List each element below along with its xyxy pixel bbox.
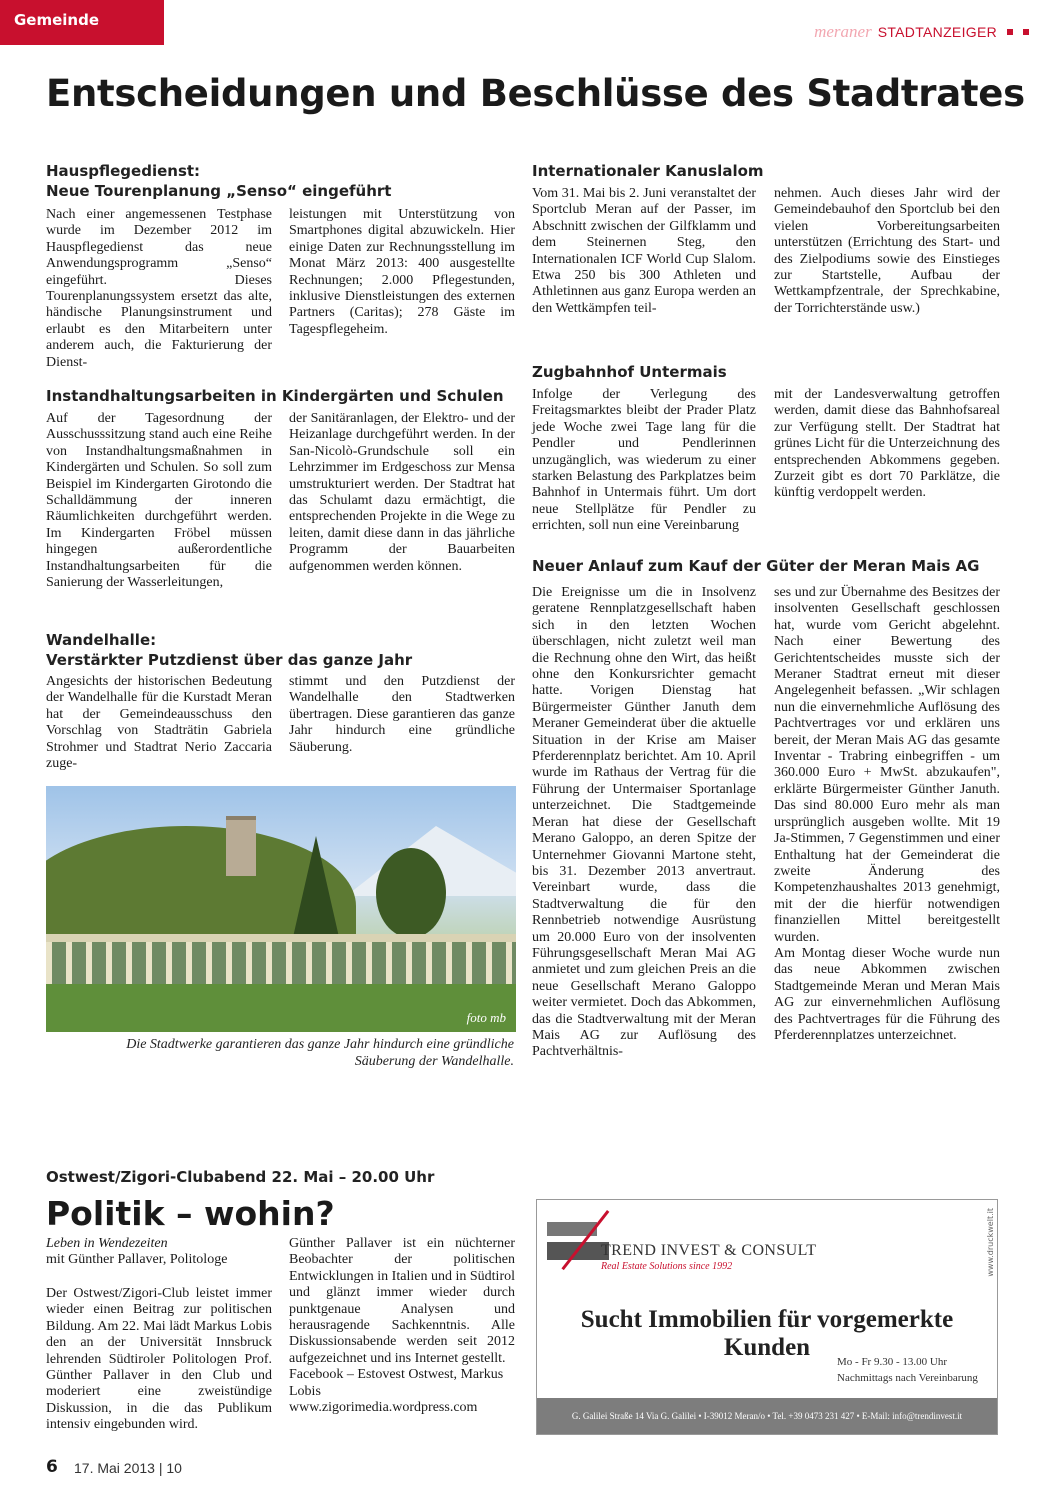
photo-caption: Die Stadtwerke garantieren das ganze Jahr hindurch eine gründliche Säuberung der Wandelhalle. (126, 1037, 514, 1069)
article-body: Angesichts der historischen Bedeutung der Wandelhalle für die Kurstadt Meran hat der Gemeindeausschuss den Vorschlag von Stadträtin Gabriela Strohmer und Stadtrat Nerio Zaccaria zuge- (46, 674, 272, 772)
ad-footer: G. Galilei Straße 14 Via G. Galilei • I-39012 Meran/o • Tel. +39 0473 231 427 • E-Mail: info@trendinvest.it (537, 1398, 997, 1434)
article-body: Infolge der Verlegung des Freitagsmarktes bleibt der Prader Platz jede Woche zwei Tage lang für die Pendler und Pendlerinnen unzugänglich, was wiederum zu einer starken Belastung des Parkplatzes beim Bahnhof in Untermais führt. Um dort neue Stellplätze für Pendler zu errichten, soll nun eine Vereinbarung (532, 387, 756, 534)
event-headline: Politik – wohin? (46, 1194, 335, 1233)
article-body: mit der Landesverwaltung getroffen werden, damit diese das Bahnhofsareal zur Verfügung stellt. Der Stadtrat hat grünes Licht für die Unterzeichnung des entsprechenden Abkommens gegeben. Zurzeit gibt es dort 70 Parklätze, die künftig verdoppelt werden. (774, 387, 1000, 501)
event-intro (46, 1236, 272, 1269)
article-title-meranmais: Neuer Anlauf zum Kauf der Güter der Meran Mais AG (532, 557, 980, 575)
article-title-kindergarten: Instandhaltungsarbeiten in Kindergärten und Schulen (46, 387, 504, 405)
article-body: Vom 31. Mai bis 2. Juni veranstaltet der Sportclub Meran auf der Passer, im Abschnitt zwischen der Gilfklamm und dem Steinernen Steg, den Internationalen ICF World Cup Slalom. Etwa 250 bis 300 Athleten und Athletinnen aus ganz Europa werden an den Wettkämpfen teil- (532, 186, 756, 316)
event-facebook: Facebook – Estovest Ostwest, Markus Lobis (289, 1367, 504, 1399)
photo-credit: foto mb (466, 1010, 506, 1025)
article-body: leistungen mit Unterstützung von Smartphones digital abzuwickeln. Hier einige Daten zur Rechnungsstellung im Monat März 2013: 400 ausgestellte Rechnungen; 2.000 Pflegestunden, inklusive Dienstleistungen des externen Partners (Caritas); 278 Gäste im Tagespflegeheim. (289, 207, 515, 337)
ad-hours-note: Nachmittags nach Vereinbarung (837, 1372, 978, 1384)
issue-date: 17. Mai 2013 | 10 (74, 1460, 182, 1476)
page-headline: Entscheidungen und Beschlüsse des Stadtrates (46, 72, 1025, 115)
paragraph: ses und zur Übernahme des Besitzes der insolventen Gesellschaft geschlossen hat, wurde vom Gericht abgelehnt. Nach einer Bewertung des Gerichtentscheides musste sich der Meraner Stadtrat erneut mit dieser Angelegenheit befassen. „Wir schlagen nun die einvernehmliche Auflösung des Pachtvertrages vor und erklären uns bereit, der Meran Mais AG das gesamte Inventar - Trabring einbegriffen - um 360.000 Euro + MwSt. abzukaufen", erklärte Bürgermeister Günther Januth. Das sind 80.000 Euro mehr als man ursprünglich ausgeben wollte. Mit 19 Ja-Stimmen, 7 Gegenstimmen und einer Enthaltung hat der Gemeinderat die zweite Änderung des Kompetenzhaushaltes 2013 genehmigt, mit der die hierfür notwendigen finanziellen Mittel bereitgestellt wurden. (774, 585, 1000, 945)
paragraph: Am Montag dieser Woche wurde nun das neue Abkommen zwischen Stadtgemeinde Meran und Meran Mais AG zur einvernehmlichen Auflösung des Pachtvertrages für die Führung des Pferderennplatzes unterzeichnet. (774, 945, 1000, 1043)
article-body: Die Ereignisse um die in Insolvenz geratene Rennplatzgesellschaft haben sich in den letzten Wochen überschlagen, nicht zuletzt weil man die Rechnung ohne den Wirt, das heißt ohne den Konkursrichter gemacht hatte. Vorigen Dienstag hat Bürgermeister Günther Januth dem Meraner Gemeinderat über die aktuelle Situation in der Krise am Maiser Pferderennplatz berichtet. Am 10. April wurde im Rathaus der Vertrag für die Führung der Untermaiser Sportanlage unterzeichnet. Die Stadtgemeinde Meran hat diese der Gesellschaft Merano Galoppo, an deren Spitze der Unternehmer Giovanni Martone steht, bis 31. Dezember 2013 anvertraut. Vereinbart wurde, dass die Stadtverwaltung die für den Rennbetrieb notwendige Ausrüstung um 20.000 Euro von der insolventen Führungsgesellschaft Meran Mai AG anmietet und zum gleichen Preis an die neue Gesellschaft Merano Galoppo weiter vermietet. Doch das Abkommen, das die Stadtverwaltung mit der Meran Mais AG zur Auflösung des Pachtverhältnis- (532, 585, 756, 1060)
photo-wandelhalle (46, 786, 516, 1032)
event-speaker: mit Günther Pallaver, Politologe (46, 1252, 228, 1268)
page-number: 6 (46, 1457, 58, 1477)
ad-hours: Mo - Fr 9.30 - 13.00 Uhr (837, 1356, 947, 1368)
event-body (289, 1236, 515, 1416)
event-website: www.zigorimedia.wordpress.com (289, 1400, 478, 1416)
title-line: Hauspflegedienst: (46, 162, 201, 180)
article-title-wandelhalle (46, 630, 526, 670)
masthead (814, 22, 1029, 42)
article-body: Auf der Tagesordnung der Ausschusssitzung stand auch eine Reihe von Instandhaltungsmaßnahmen in Kindergärten und Schulen. So soll zum Beispiel im Kindergarten Girotondo die Schalldämmung der inneren Räumlichkeiten durchgeführt werden. Im Kindergarten Fröbel müssen hingegen außerordentliche Instandhaltungsarbeiten für die Sanierung der Wasserleitungen, (46, 411, 272, 591)
title-line: Verstärkter Putzdienst über das ganze Jahr (46, 651, 413, 669)
masthead-brand-script: meraner (814, 22, 872, 41)
masthead-brand: STADTANZEIGER (877, 24, 997, 40)
ad-tagline: Real Estate Solutions since 1992 (601, 1261, 733, 1272)
section-label: Gemeinde (14, 11, 100, 29)
article-body: nehmen. Auch dieses Jahr wird der Gemeindebauhof den Sportclub bei den vielen Vorbereitungsarbeiten unterstützen (Errichtung des Start- und des Zielpodiums sowie des Einstieges zur Startstelle, Aufbau der Wettkampfzentrale, der Sprechkabine, der Torrichterstände usw.) (774, 186, 1000, 316)
section-tab (0, 0, 164, 45)
ad-claim: Sucht Immobilien für vorgemerkte Kunden (580, 1306, 954, 1361)
square-icon (1023, 29, 1029, 35)
article-body (774, 585, 1000, 1044)
event-kicker: Ostwest/Zigori-Clubabend 22. Mai – 20.00 Uhr (46, 1168, 435, 1186)
paragraph: Günther Pallaver ist ein nüchterner Beobachter der politischen Entwicklungen in Italien und in Südtirol und glänzt immer wieder durch punktgenaue Analysen und herausragende Sachkenntnis. Alle Diskussionsabende werden seit 2012 aufgezeichnet und ins Internet gestellt. (289, 1236, 515, 1366)
title-line: Neue Tourenplanung „Senso“ eingeführt (46, 182, 392, 200)
title-line: Wandelhalle: (46, 631, 157, 649)
article-body: stimmt und den Putzdienst der Wandelhalle den Stadtwerken übertragen. Diese garantieren das ganze Jahr hindurch eine gründliche Säuberung. (289, 674, 515, 755)
event-subtitle: Leben in Wendezeiten (46, 1236, 168, 1251)
advertisement (536, 1199, 998, 1435)
ad-company: TREND INVEST & CONSULT (601, 1242, 817, 1259)
article-body: der Sanitäranlagen, der Elektro- und der Heizanlage durchgeführt werden. In der San-Nicolò-Grundschule soll ein Lehrzimmer im Erdgeschoss zur Mensa umstrukturiert werden. Der Stadtrat hat das Schulamt dazu ermächtigt, die entsprechenden Projekte in die Wege zu leiten, damit diese dann in das jährliche Programm der Bauarbeiten aufgenommen werden können. (289, 411, 515, 574)
article-title-hauspflege (46, 161, 526, 201)
article-title-zugbahnhof: Zugbahnhof Untermais (532, 363, 727, 381)
event-body: Der Ostwest/Zigori-Club leistet immer wieder einen Beitrag zur politischen Bildung. Am 22. Mai lädt Markus Lobis den an der Universität Innsbruck lehrenden Südtiroler Politologen Prof. Günther Pallaver in den Club und moderiert eine zweistündige Diskussion, in die das Publikum intensiv eingebunden wird. (46, 1286, 272, 1433)
square-icon (1007, 29, 1013, 35)
article-body: Nach einer angemessenen Testphase wurde im Dezember 2012 im Hauspflegedienst das neue Anwendungsprogramm „Senso“ eingeführt. Dieses Tourenplanungssystem ersetzt das alte, händische Planungsinstrument und erlaubt es den Mitarbeitern unter anderem auch, die Fakturierung der Dienst- (46, 207, 272, 370)
article-title-kanuslalom: Internationaler Kanuslalom (532, 162, 764, 180)
ad-vertical-credit: www.druckwelt.it (986, 1208, 995, 1277)
